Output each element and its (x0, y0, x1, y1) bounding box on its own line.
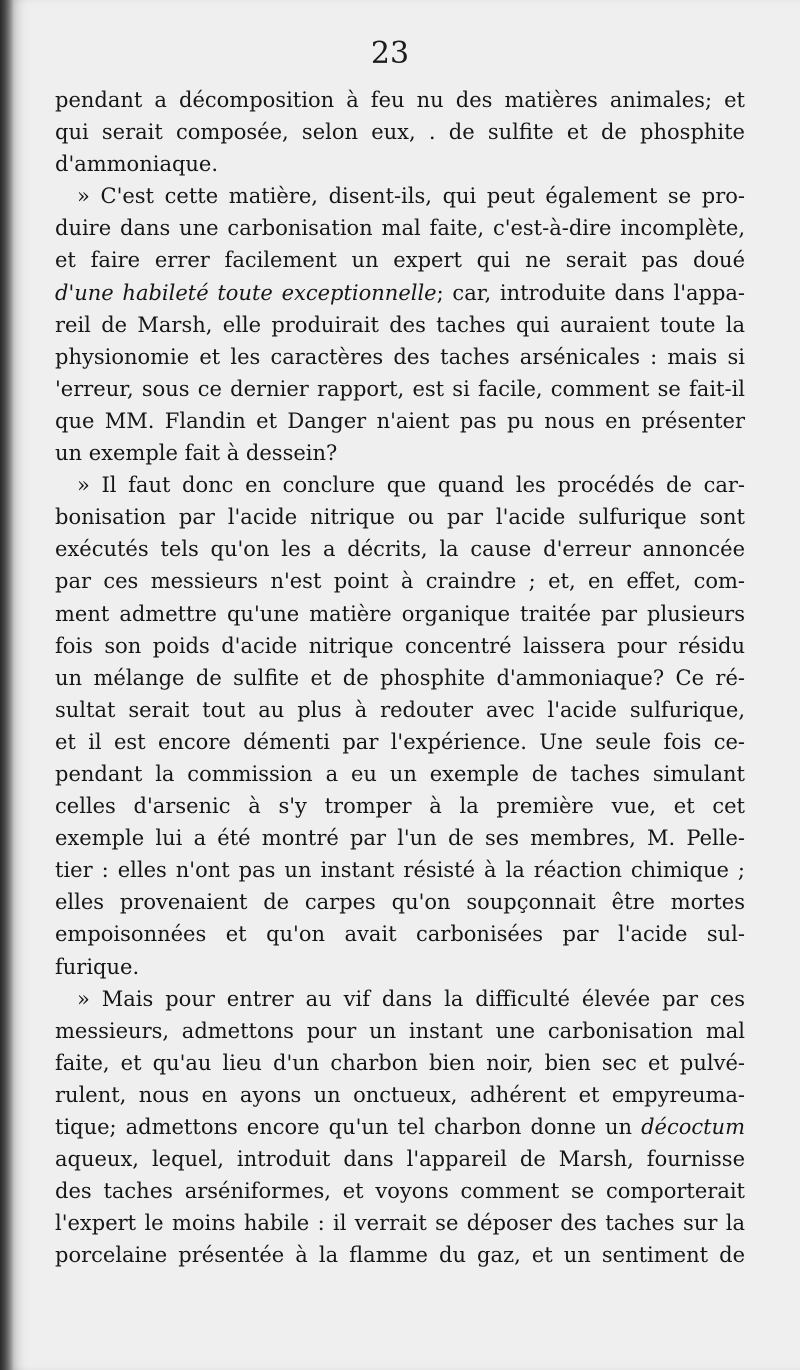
text-line: tier : elles n'ont pas un instant résisté à la réaction chimique ; (55, 858, 745, 883)
text-line: reil de Marsh, elle produirait des taches qui auraient toute la (55, 312, 745, 337)
text-line: par ces messieurs n'est point à craindre ; et, en effet, com- (55, 569, 745, 594)
text-line: exemple lui a été montré par l'un de ses membres, M. Pelle- (55, 826, 745, 851)
text-line: un mélange de sulfite et de phosphite d'ammoniaque? Ce ré- (55, 665, 745, 690)
italic-phrase: décoctum (641, 1115, 745, 1139)
text-line: » Il faut donc en conclure que quand les procédés de car- (77, 473, 745, 498)
text-line: qui serait composée, selon eux, . de sulfite et de phosphite (55, 120, 745, 145)
text-line: bonisation par l'acide nitrique ou par l'acide sulfurique sont (55, 505, 745, 530)
text-line: porcelaine présentée à la flamme du gaz, et un sentiment de (55, 1243, 745, 1268)
text-line: aqueux, lequel, introduit dans l'appareil de Marsh, fournisse (55, 1147, 745, 1172)
text-line: et faire errer facilement un expert qui ne serait pas doué (55, 248, 745, 273)
text-line: d'ammoniaque. (55, 152, 219, 177)
text-line: et il est encore démenti par l'expérience. Une seule fois ce- (55, 729, 745, 754)
text-line: messieurs, admettons pour un instant une carbonisation mal (55, 1018, 745, 1043)
text-line: fois son poids d'acide nitrique concentré laissera pour résidu (55, 633, 745, 658)
text-line: empoisonnées et qu'on avait carbonisées par l'acide sul- (55, 922, 745, 947)
text-fragment: ; car, introduite dans l'appa- (436, 280, 746, 305)
text-line: » C'est cette matière, disent-ils, qui peut également se pro- (77, 184, 745, 209)
text-line: furique. (55, 954, 140, 979)
text-line: un exemple fait à dessein? (55, 441, 338, 466)
text-line: physionomie et les caractères des taches arsénicales : mais si (55, 344, 745, 369)
text-line: sultat serait tout au plus à redouter avec l'acide sulfurique, (55, 697, 745, 722)
text-line: ment admettre qu'une matière organique traitée par plusieurs (55, 601, 745, 626)
text-line: duire dans une carbonisation mal faite, c'est-à-dire incomplète, (55, 216, 745, 241)
text-line: faite, et qu'au lieu d'un charbon bien noir, bien sec et pulvé- (55, 1050, 745, 1075)
text-line (55, 277, 745, 309)
text-line: elles provenaient de carpes qu'on soupçonnait être mortes (55, 890, 745, 915)
text-line: que MM. Flandin et Danger n'aient pas pu nous en présenter (55, 408, 745, 433)
text-line: l'expert le moins habile : il verrait se déposer des taches sur la (55, 1211, 745, 1236)
body-text (55, 84, 745, 1271)
text-line: exécutés tels qu'on les a décrits, la cause d'erreur annoncée (55, 537, 745, 562)
page-number: 23 (370, 36, 410, 71)
text-line: rulent, nous en ayons un onctueux, adhérent et empyreuma- (55, 1082, 745, 1107)
text-line (55, 1111, 745, 1143)
text-line: 'erreur, sous ce dernier rapport, est si facile, comment se fait-il (55, 376, 745, 401)
text-line: celles d'arsenic à s'y tromper à la première vue, et cet (55, 794, 745, 819)
text-line: pendant la commission a eu un exemple de taches simulant (55, 761, 745, 786)
italic-phrase: d'une habileté toute exceptionnelle (55, 280, 437, 305)
text-fragment: tique; admettons encore qu'un tel charbon donne un (55, 1115, 642, 1139)
text-line: des taches arséniformes, et voyons comment se comporterait (55, 1179, 745, 1204)
text-line: » Mais pour entrer au vif dans la difficulté élevée par ces (77, 986, 745, 1011)
text-line: pendant a décomposition à feu nu des matières animales; et (55, 88, 745, 112)
